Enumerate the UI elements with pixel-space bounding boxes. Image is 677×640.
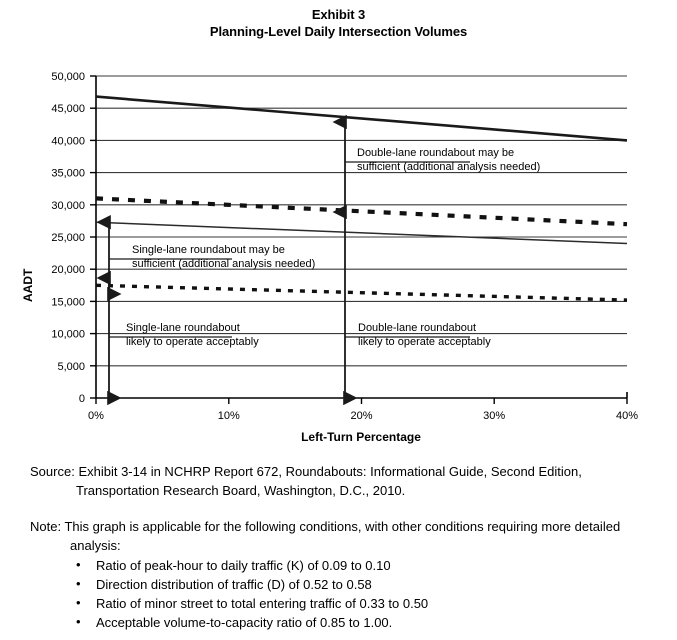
annotation-line-1: Single-lane roundabout xyxy=(126,322,240,334)
y-tick-label: 30,000 xyxy=(51,199,85,212)
y-tick-label: 10,000 xyxy=(51,328,85,341)
source-line xyxy=(30,462,660,500)
title-line-1: Exhibit 3 xyxy=(311,7,366,22)
note-label: Note: xyxy=(30,519,62,534)
series-single-lane-upper-capacity xyxy=(96,222,627,243)
x-tick-label: 10% xyxy=(217,410,240,422)
condition-item xyxy=(70,613,660,632)
annotation-line-1: Single-lane roundabout may be xyxy=(132,244,285,256)
note-block xyxy=(30,517,660,632)
annotation-line-2: sufficient (additional analysis needed) xyxy=(132,258,316,270)
y-axis-title: AADT xyxy=(21,268,35,302)
condition-text: Ratio of peak-hour to daily traffic (K) of 0.09 to 0.10 xyxy=(96,558,391,573)
condition-text: Ratio of minor street to total entering traffic of 0.33 to 0.50 xyxy=(96,596,429,611)
exhibit-title xyxy=(0,6,677,40)
condition-item xyxy=(70,594,660,613)
chart-container xyxy=(0,52,677,452)
annotation-double-lane-acceptable xyxy=(358,322,491,348)
bullet-glyph: • xyxy=(76,576,81,591)
title-line-2: Planning-Level Daily Intersection Volumes xyxy=(209,24,468,39)
condition-text: Direction distribution of traffic (D) of 0.52 to 0.58 xyxy=(96,577,372,592)
y-tick-label: 40,000 xyxy=(51,135,85,148)
y-tick-label: 45,000 xyxy=(51,103,85,116)
condition-text: Acceptable volume-to-capacity ratio of 0.85 to 1.00. xyxy=(96,615,393,630)
series-double-lane-lower-threshold xyxy=(96,198,627,224)
y-tick-label: 25,000 xyxy=(51,232,85,244)
y-tick-label: 35,000 xyxy=(51,167,85,180)
condition-item xyxy=(70,575,660,594)
x-tick-label: 0% xyxy=(88,410,104,422)
annotation-line-2: likely to operate acceptably xyxy=(126,336,259,348)
y-tick-label: 15,000 xyxy=(51,296,85,309)
x-tick-label: 30% xyxy=(483,410,506,422)
y-tick-label: 20,000 xyxy=(51,264,85,277)
bullet-glyph: • xyxy=(76,557,81,572)
annotation-single-lane-acceptable xyxy=(126,322,259,348)
bullet-glyph: • xyxy=(76,595,81,610)
y-tick-label: 5,000 xyxy=(57,360,85,373)
planning-level-volumes-chart xyxy=(0,52,677,452)
footer-notes xyxy=(30,462,660,632)
condition-item xyxy=(70,556,660,575)
annotation-double-lane-sufficient xyxy=(357,147,540,173)
bullet-glyph: • xyxy=(76,614,81,629)
annotation-line-2: likely to operate acceptably xyxy=(358,336,491,348)
x-axis-tick-labels xyxy=(88,410,638,422)
conditions-list xyxy=(70,556,660,632)
source-label: Source: xyxy=(30,464,75,479)
x-axis-ticks xyxy=(96,398,627,404)
y-tick-label: 0 xyxy=(78,393,85,405)
source-text: Exhibit 3-14 in NCHRP Report 672, Roundabouts: Informational Guide, Second Edition, Transportation Research Board, Washington, D.C., 2010. xyxy=(76,464,582,498)
annotation-line-1: Double-lane roundabout may be xyxy=(357,147,515,159)
x-tick-label: 40% xyxy=(615,410,639,422)
annotation-line-2: sufficient (additional analysis needed) xyxy=(357,161,541,173)
y-axis-tick-labels xyxy=(51,71,85,405)
series-double-lane-upper-capacity xyxy=(96,97,627,141)
x-tick-label: 20% xyxy=(350,410,373,422)
x-axis-title: Left-Turn Percentage xyxy=(301,430,421,444)
note-text: This graph is applicable for the following conditions, with other conditions requiring more detailed analysis: xyxy=(64,519,621,553)
annotation-line-1: Double-lane roundabout xyxy=(358,322,477,334)
y-axis-ticks xyxy=(90,76,96,398)
y-tick-label: 50,000 xyxy=(51,71,85,83)
annotation-single-lane-sufficient xyxy=(132,244,315,270)
series-single-lane-lower-threshold xyxy=(96,285,627,300)
